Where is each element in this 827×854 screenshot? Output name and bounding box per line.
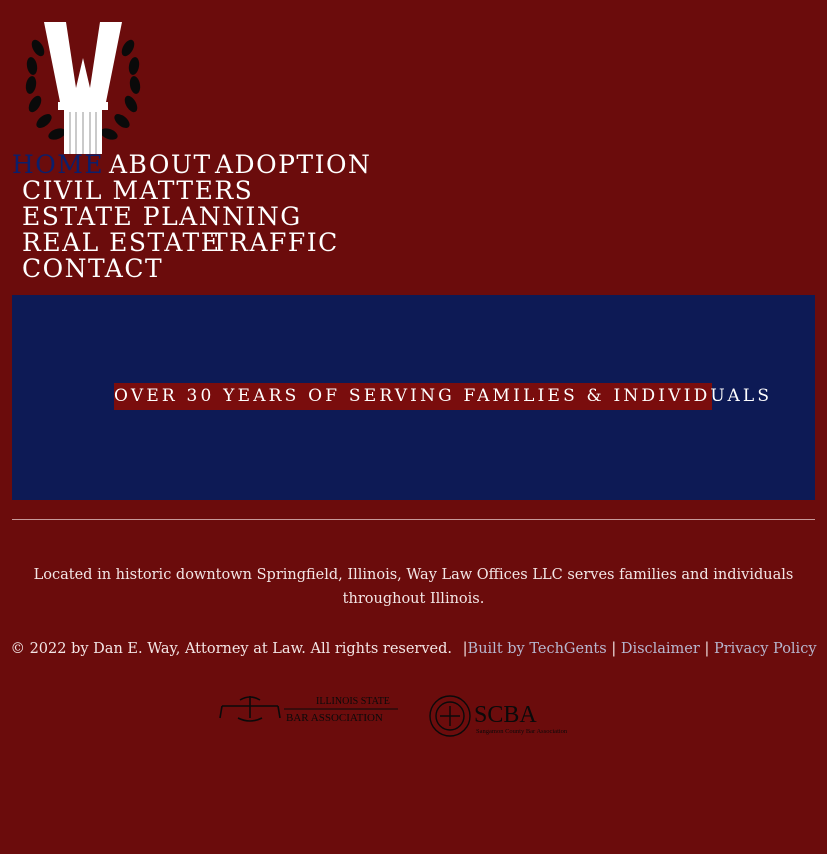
nav-item-home[interactable]: HOME xyxy=(12,150,105,179)
footer-description: Located in historic downtown Springfield, Illinois, Way Law Offices LLC serves families and individuals throughout Illinois. xyxy=(33,567,794,607)
separator: | xyxy=(704,641,710,657)
separator: | xyxy=(611,641,617,657)
scales-icon xyxy=(220,696,280,721)
isba-line2: BAR ASSOCIATION xyxy=(286,712,383,724)
copyright-text: © 2022 by Dan E. Way, Attorney at Law. All rights reserved. xyxy=(10,641,453,657)
scba-abbr: SCBA xyxy=(474,702,537,728)
footer-divider xyxy=(12,519,815,520)
hero-banner xyxy=(12,295,815,500)
privacy-policy-link[interactable]: Privacy Policy xyxy=(713,641,817,657)
nav-item-adoption[interactable]: ADOPTION xyxy=(215,150,372,179)
isba-line1: ILLINOIS STATE xyxy=(316,696,390,707)
nav-item-civil-matters[interactable]: CIVIL MATTERS xyxy=(22,176,254,205)
nav-item-about[interactable]: ABOUT xyxy=(109,150,212,179)
nav-item-real-estate[interactable]: REAL ESTATE xyxy=(22,228,221,257)
seal-icon xyxy=(430,696,470,736)
nav-item-estate-planning[interactable]: ESTATE PLANNING xyxy=(22,202,302,231)
scba-logo[interactable] xyxy=(428,694,608,738)
separator: | xyxy=(462,641,468,657)
nav-item-contact[interactable]: CONTACT xyxy=(22,254,164,283)
hero-tagline: OVER 30 YEARS OF SERVING FAMILIES & INDIVIDUALS xyxy=(114,386,773,406)
main-nav xyxy=(0,0,827,290)
nav-item-traffic[interactable]: TRAFFIC xyxy=(211,228,339,257)
footer-legal-line xyxy=(0,637,827,661)
isba-logo[interactable] xyxy=(218,692,400,726)
built-by-link[interactable]: Built by TechGents xyxy=(467,641,607,657)
association-badges xyxy=(0,688,827,742)
disclaimer-link[interactable]: Disclaimer xyxy=(620,641,700,657)
scba-name: Sangamon County Bar Association xyxy=(476,728,568,735)
